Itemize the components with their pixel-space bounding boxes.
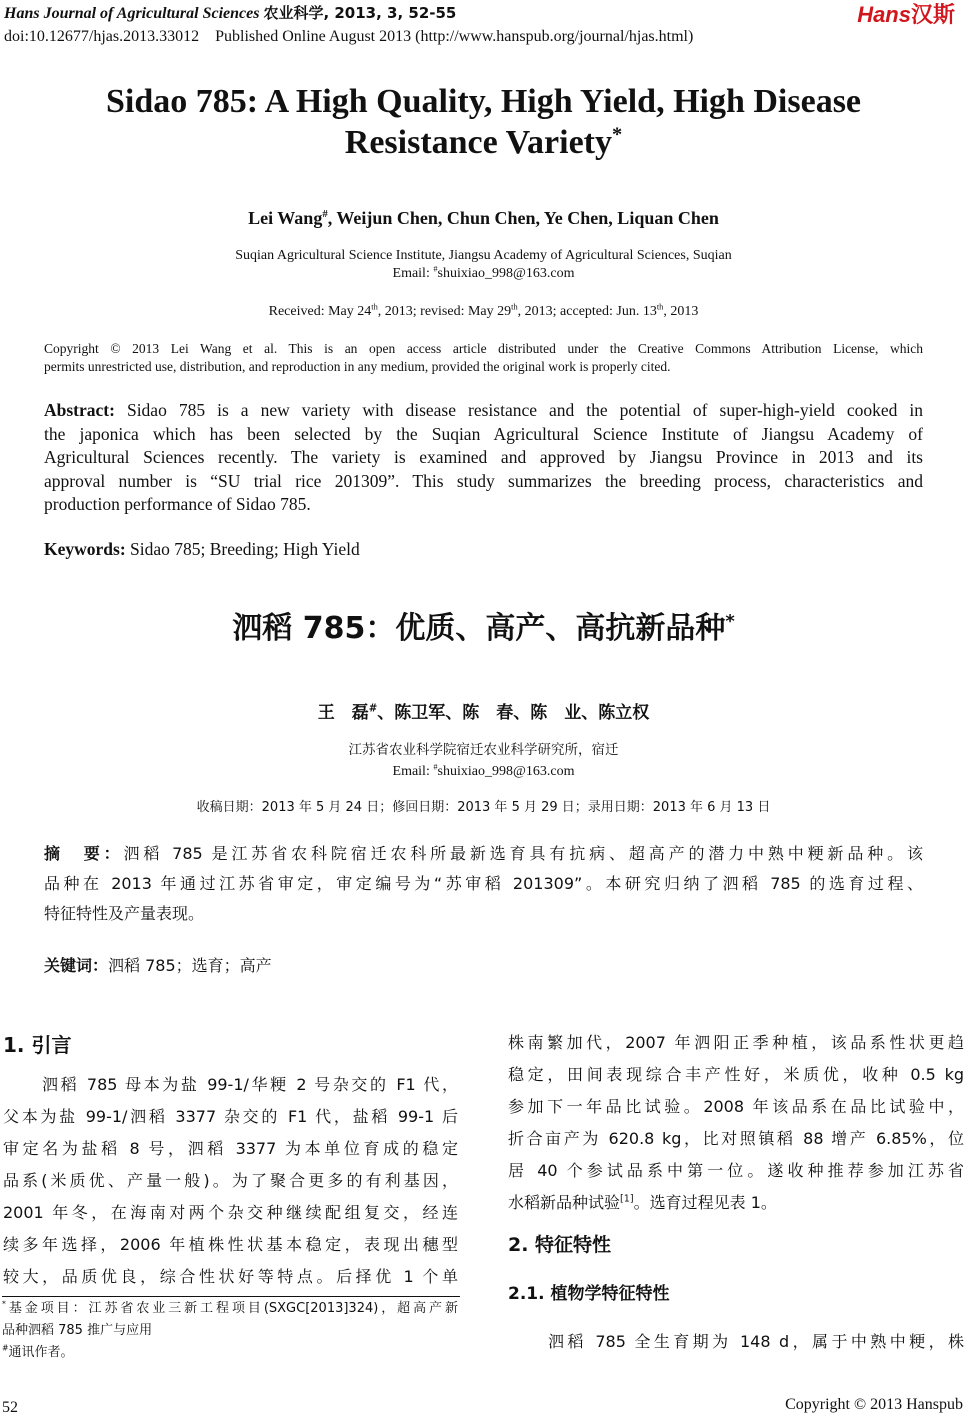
footnote-mark: # bbox=[2, 1343, 9, 1353]
body-line: 株南繁加代，2007 年泗阳正季种植，该品系性状更趋 bbox=[508, 1033, 964, 1052]
dates-cn: 收稿日期：2013 年 5 月 24 日；修回日期：2013 年 5 月 29 日；录用日期：2013 年 6 月 13 日 bbox=[196, 800, 771, 815]
body-line: 续多年选择，2006 年植株性状基本稳定，表现出穗型 bbox=[3, 1235, 458, 1254]
title-en-line1: Sidao 785: A High Quality, High Yield, High Disease bbox=[105, 83, 862, 120]
abstract-line: production performance of Sidao 785. bbox=[44, 494, 311, 514]
section-heading-intro: 1. 引言 bbox=[3, 1033, 72, 1057]
th: th bbox=[656, 302, 664, 312]
logo-en: Hans bbox=[857, 2, 911, 27]
journal-cn: 农业科学, 2013, 3, 52-55 bbox=[263, 4, 457, 22]
abstract-cn-label: 摘 要： bbox=[44, 844, 124, 863]
authors-rest: , Weijun Chen, Chun Chen, Ye Chen, Liquan Chen bbox=[327, 208, 719, 228]
email-label: Email: bbox=[392, 764, 434, 779]
footnote-text: 基金项目：江苏省农业三新工程项目(SXGC[2013]324)，超高产新 bbox=[5, 1301, 458, 1316]
footer-copyright: Copyright © 2013 Hanspub bbox=[785, 1396, 963, 1413]
body-text: 水稻新品种试验 bbox=[508, 1193, 621, 1212]
abstract-line: approval number is “SU trial rice 201309”. This study summarizes the breeding process, characteristics and bbox=[44, 471, 923, 491]
th: th bbox=[511, 302, 518, 312]
title-cn-mark: * bbox=[725, 611, 735, 632]
received: Received: May 24 bbox=[268, 304, 372, 319]
body-line bbox=[508, 1194, 777, 1212]
keywords-cn-label: 关键词： bbox=[44, 956, 109, 975]
abstract-text: Sidao 785 is a new variety with disease resistance and the potential of super-high-yield cooked in bbox=[114, 400, 923, 420]
email-address: shuixiao_998@163.com bbox=[437, 764, 575, 779]
title-cn bbox=[0, 612, 967, 647]
author-mark: # bbox=[322, 208, 328, 220]
authors-cn-rest: 、陈卫军、陈 春、陈 业、陈立权 bbox=[377, 703, 650, 723]
footnote: 品种泗稻 785 推广与应用 bbox=[2, 1323, 153, 1338]
body-text: 。选育过程见表 1。 bbox=[633, 1193, 777, 1212]
body-line: 折合亩产为 620.8 kg，比对照镇稻 88 增产 6.85%，位 bbox=[508, 1129, 964, 1148]
title-text: Resistance Variety bbox=[344, 124, 613, 161]
abstract-cn-line: 品种在 2013 年通过江苏省审定，审定编号为“苏审稻 201309”。本研究归纳了泗稻 785 的选育过程、 bbox=[44, 874, 923, 893]
author-first: Lei Wang bbox=[248, 208, 323, 228]
footnote-rule bbox=[2, 1296, 460, 1297]
received-en bbox=[0, 304, 967, 320]
email-label: Email: bbox=[392, 266, 434, 281]
footnote bbox=[2, 1343, 74, 1361]
keywords-en bbox=[44, 539, 360, 559]
citation-ref[interactable]: [1] bbox=[620, 1193, 634, 1205]
abstract-line: the japonica which has been selected by the Suqian Agricultural Science Institute of Jiangsu Academy of bbox=[44, 424, 923, 444]
footnote-mark: * bbox=[2, 1299, 6, 1309]
section-heading-characteristics: 2. 特征特性 bbox=[508, 1234, 612, 1256]
affiliation-en: Suqian Agricultural Science Institute, Jiangsu Academy of Agricultural Sciences, Suqian bbox=[235, 248, 732, 263]
author-cn-mark: # bbox=[368, 703, 378, 715]
body-line: 父本为盐 99-1/泗稻 3377 杂交的 F1 代，盐稻 99-1 后 bbox=[3, 1107, 458, 1126]
abstract-label: Abstract: bbox=[44, 400, 115, 420]
body-line: 居 40 个参试品系中第一位。遂收种推荐参加江苏省 bbox=[508, 1161, 964, 1180]
footnote-text: 通讯作者。 bbox=[8, 1345, 74, 1360]
subsection-heading-botanical: 2.1. 植物学特征特性 bbox=[508, 1284, 670, 1304]
body-line: 泗稻 785 母本为盐 99-1/华粳 2 号杂交的 F1 代， bbox=[42, 1075, 458, 1094]
abstract-line: Agricultural Sciences recently. The variety is examined and approved by Jiangsu Province in 2013 and its bbox=[44, 447, 923, 467]
body-line: 稳定，田间表现综合丰产性好，米质优，收种 0.5 kg bbox=[508, 1065, 964, 1084]
author-cn-first: 王 磊 bbox=[317, 703, 369, 723]
body-line: 品系(米质优、产量一般)。为了聚合更多的有利基因， bbox=[3, 1171, 458, 1190]
abstract-cn-line: 特征特性及产量表现。 bbox=[44, 904, 205, 923]
journal-header bbox=[4, 5, 456, 23]
year: , 2013 bbox=[663, 304, 699, 319]
authors-cn bbox=[0, 704, 967, 724]
copyright-line: Copyright © 2013 Lei Wang et al. This is an open access article distributed under the Creative Commons Attribution License, which bbox=[44, 341, 923, 356]
email-mark: # bbox=[433, 264, 438, 274]
body-line: 审定名为盐稻 8 号，泗稻 3377 为本单位育成的稳定 bbox=[3, 1139, 458, 1158]
keywords-text: Sidao 785; Breeding; High Yield bbox=[125, 539, 360, 559]
journal-name: Hans Journal of Agricultural Sciences bbox=[4, 5, 260, 22]
body-line: 较大，品质优良，综合性状好等特点。后择优 1 个单 bbox=[3, 1267, 458, 1286]
revised: , 2013; revised: May 29 bbox=[377, 304, 512, 319]
authors-en bbox=[0, 208, 967, 229]
body-line: 泗稻 785 全生育期为 148 d，属于中熟中粳，株 bbox=[548, 1332, 964, 1351]
email-address: shuixiao_998@163.com bbox=[437, 266, 575, 281]
copyright-line: permits unrestricted use, distribution, and reproduction in any medium, provided the original work is properly cited. bbox=[44, 359, 671, 374]
page-number: 52 bbox=[2, 1399, 18, 1416]
email-en bbox=[0, 266, 967, 282]
email-cn bbox=[0, 764, 967, 780]
th: th bbox=[371, 302, 378, 312]
keywords-label: Keywords: bbox=[44, 539, 126, 559]
hans-logo bbox=[857, 2, 955, 28]
doi-line: doi:10.12677/hjas.2013.33012 Published Online August 2013 (http://www.hanspub.org/journal/hjas.html) bbox=[4, 28, 694, 45]
title-mark: * bbox=[612, 123, 623, 146]
logo-cn: 汉斯 bbox=[910, 3, 955, 28]
affiliation-cn: 江苏省农业科学院宿迁农业科学研究所，宿迁 bbox=[348, 742, 619, 758]
accepted: , 2013; accepted: Jun. 13 bbox=[517, 304, 657, 319]
body-line: 参加下一年品比试验。2008 年该品系在品比试验中， bbox=[508, 1097, 964, 1116]
keywords-cn bbox=[44, 957, 272, 975]
title-en-line2 bbox=[0, 123, 967, 162]
abstract-cn-text: 泗稻 785 是江苏省农科院宿迁农科所最新选育具有抗病、超高产的潜力中熟中粳新品种。该 bbox=[123, 844, 923, 863]
abstract-line bbox=[44, 400, 923, 420]
email-mark: # bbox=[433, 762, 438, 772]
footnote bbox=[2, 1299, 458, 1317]
body-line: 2001 年冬，在海南对两个杂交种继续配组复交，经连 bbox=[3, 1203, 458, 1222]
keywords-cn-text: 泗稻 785；选育；高产 bbox=[108, 956, 272, 975]
abstract-cn-line bbox=[44, 845, 923, 863]
title-cn-text: 泗稻 785：优质、高产、高抗新品种 bbox=[232, 611, 726, 646]
